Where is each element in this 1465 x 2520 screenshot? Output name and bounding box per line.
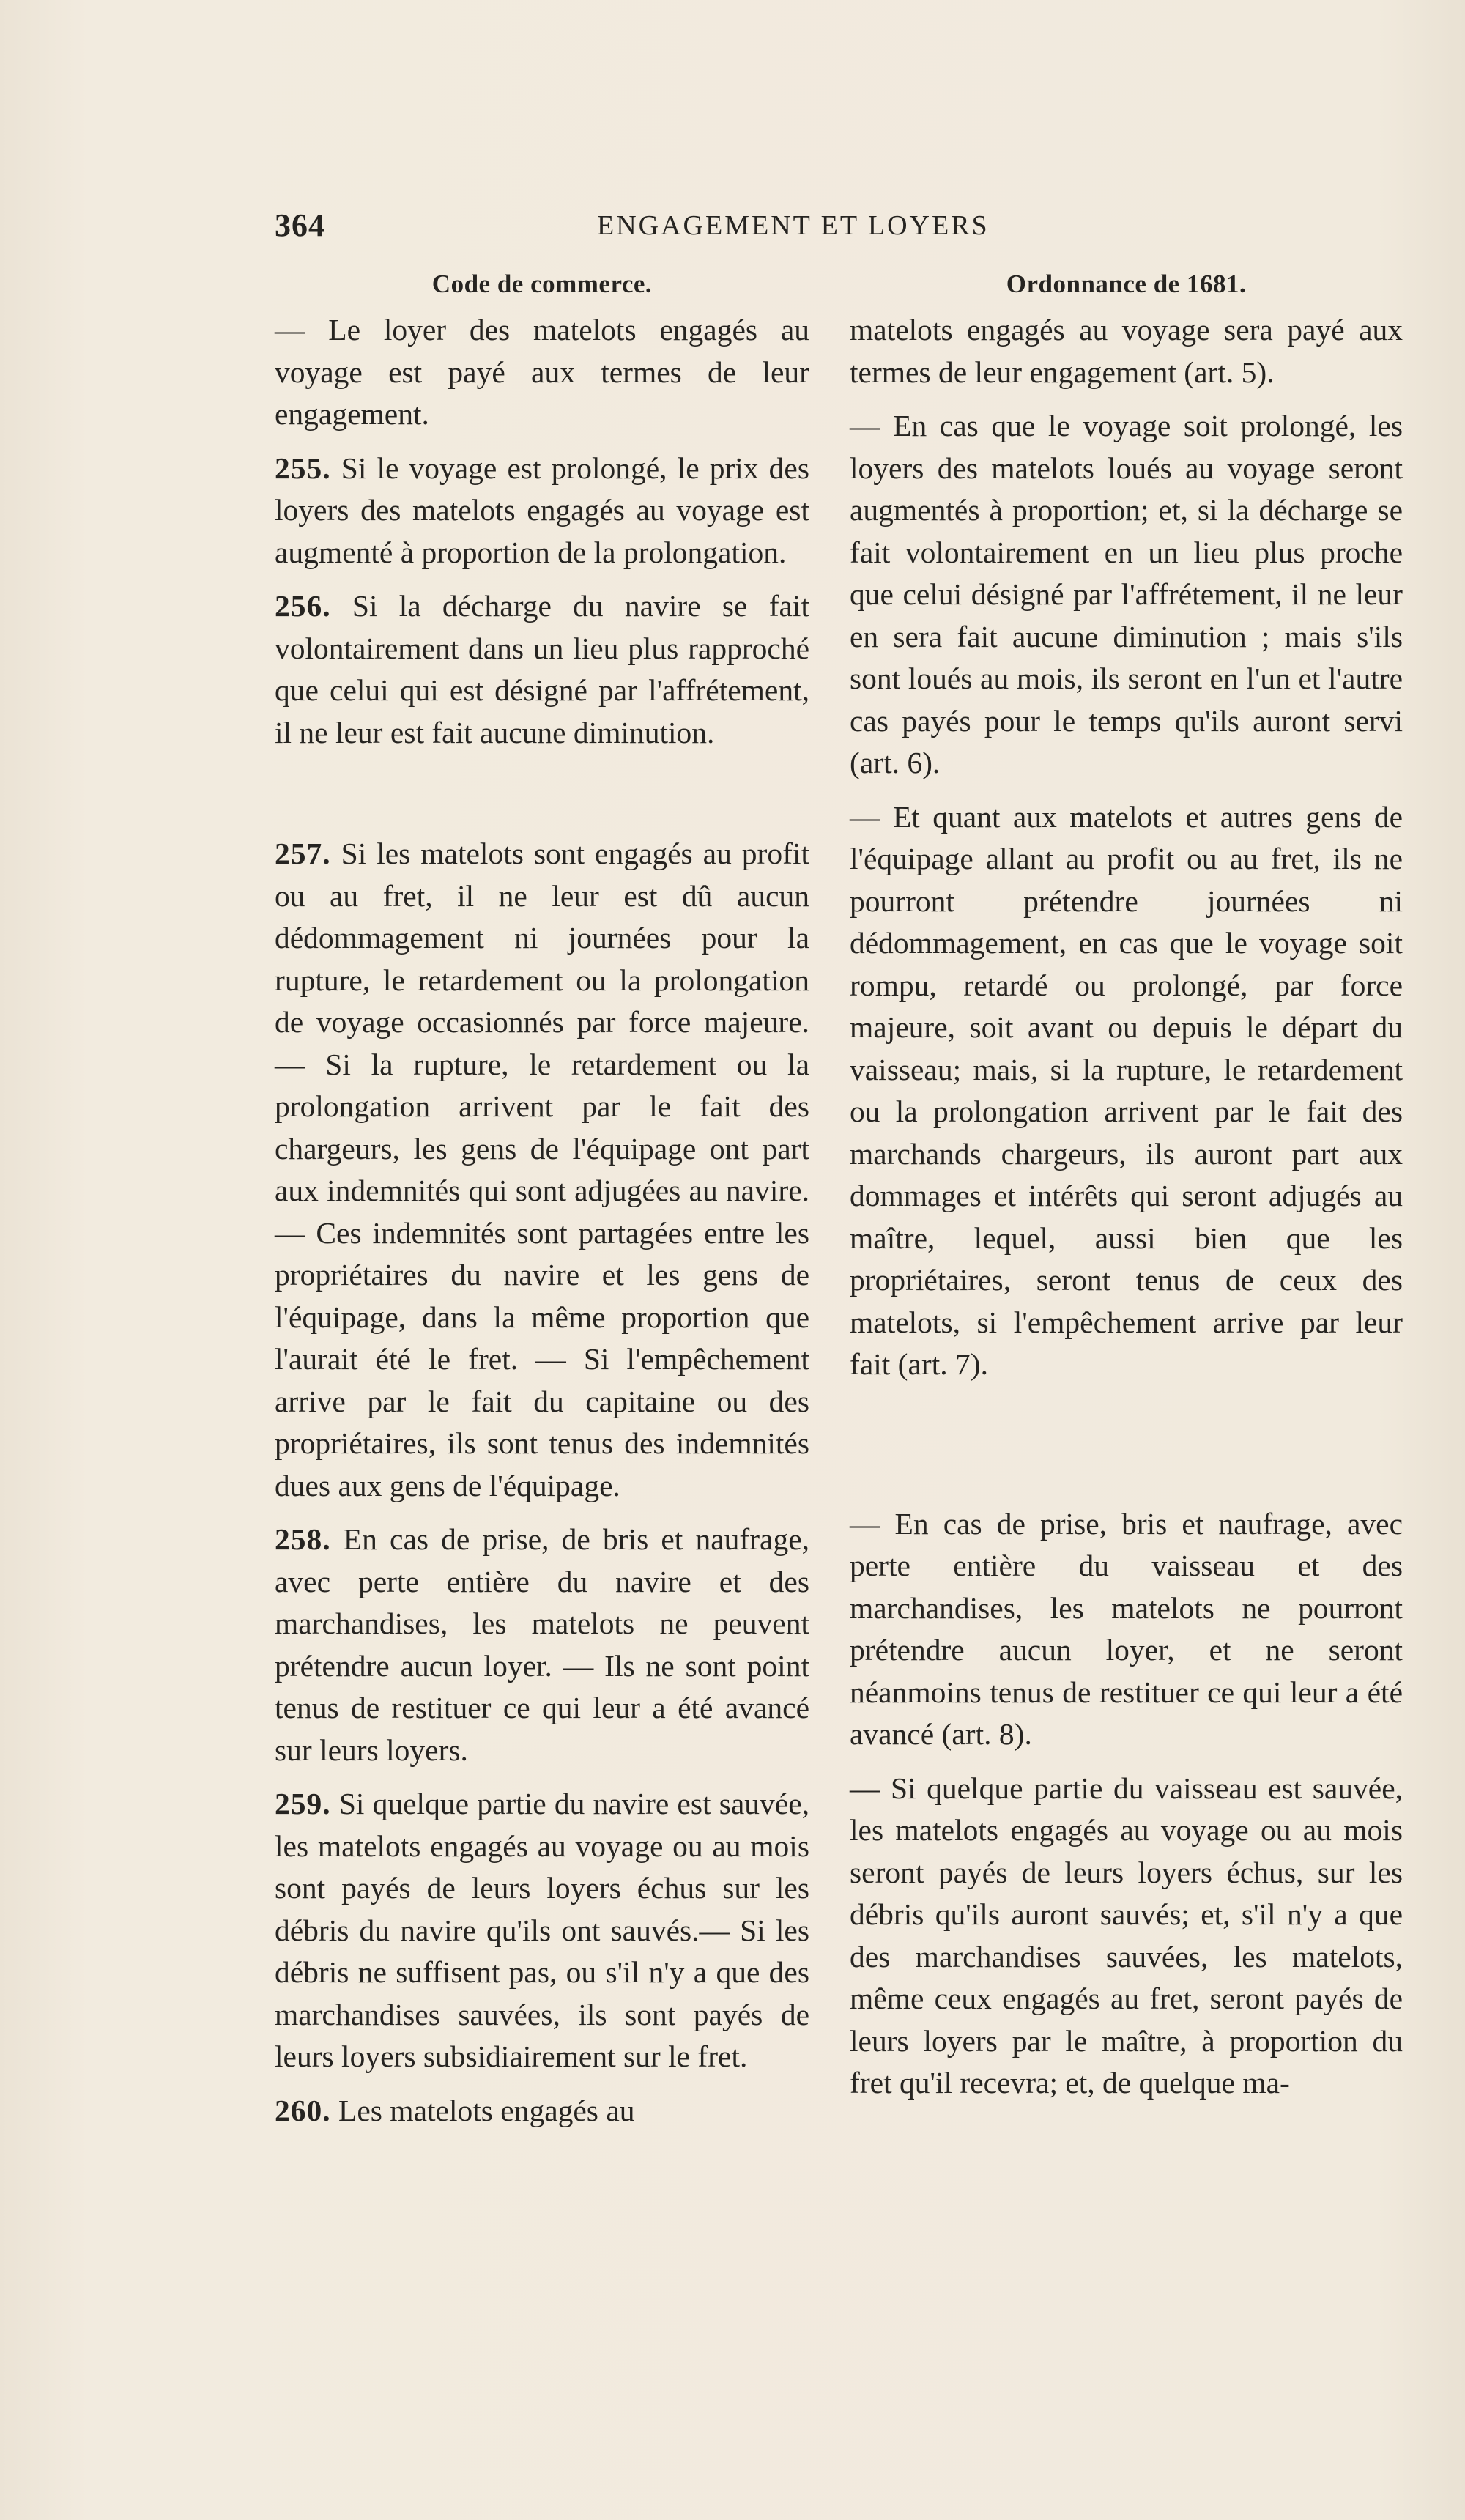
left-column-code-de-commerce <box>275 270 809 2132</box>
article-257-number: 257. <box>275 837 331 870</box>
article-255-number: 255. <box>275 451 331 485</box>
running-head <box>275 207 1447 243</box>
article-255-text: Si le voyage est prolongé, le prix des loyers des matelots engagés au voyage est augmenté à proportion de la prolongation. <box>275 451 809 569</box>
right-paragraph-2: — En cas que le voyage soit prolongé, les loyers des matelots loués au voyage seront augmentés à proportion; et, si la décharge se fait volontairement en un lieu plus proche que celui désigné par l'affrétement, il ne leur en sera fait aucune diminution ; mais s'ils sont loués au mois, ils seront en l'un et l'autre cas payés pour le temps qu'ils auront servi (art. 6). <box>850 409 1403 779</box>
running-title: ENGAGEMENT ET LOYERS <box>597 210 990 241</box>
article-258 <box>275 1519 809 1771</box>
article-260-text: Les matelots engagés au <box>338 2093 635 2127</box>
article-257 <box>275 833 809 1507</box>
article-260 <box>275 2090 809 2132</box>
right-paragraph-4: — En cas de prise, bris et naufrage, avec perte entière du vaisseau et des marchandises, les matelots ne pourront prétendre aucun loyer, et ne seront néanmoins tenus de restituer ce qui leur a été avancé (art. 8). <box>850 1506 1403 1751</box>
article-257-text: Si les matelots sont engagés au profit ou au fret, il ne leur est dû aucun dédommagement ni journées pour la rupture, le retardement ou la prolongation de voyage occasionnés par force majeure. — Si la rupture, le retardement ou la prolongation arrivent par le fait des chargeurs, les gens de l'équipage ont part aux indemnités qui sont adjugées au navire. — Ces indemnités sont partagées entre les propriétaires du navire et les gens de l'équipage, dans la même proportion que l'aurait été le fret. — Si l'empêchement arrive par le fait du capitaine ou des propriétaires, ils sont tenus des indemnités dues aux gens de l'équipage. <box>275 837 810 1502</box>
article-259-number: 259. <box>275 1787 331 1820</box>
article-258-text: En cas de prise, de bris et naufrage, avec perte entière du navire et des marchandises, les matelots ne peuvent prétendre aucun loyer. — Ils ne sont point tenus de restituer ce qui leur a été avancé sur leurs loyers. <box>275 1522 810 1767</box>
article-256-number: 256. <box>275 589 331 623</box>
right-paragraph-1: matelots engagés au voyage sera payé aux termes de leur engagement (art. 5). <box>850 313 1403 389</box>
right-paragraph-3: — Et quant aux matelots et autres gens de l'équipage allant au profit ou au fret, ils ne pourront prétendre journées ni dédommagement, en cas que le voyage soit rompu, retardé ou prolongé, par force majeure, soit avant ou depuis le départ du vaisseau; mais, si la rupture, le retardement ou la prolongation arrivent par le fait des marchands chargeurs, ils auront part aux dommages et intérêts qui seront adjugés au maître, lequel, aussi bien que les propriétaires, seront tenus de ceux des matelots, si l'empêchement arrive par leur fait (art. 7). <box>850 799 1403 1381</box>
article-256-text: Si la décharge du navire se fait volontairement dans un lieu plus rapproché que celui qui est désigné par l'affrétement, il ne leur est fait aucune diminution. <box>275 589 809 749</box>
article-259 <box>275 1783 809 2078</box>
right-column-ordonnance-1681 <box>850 270 1403 2105</box>
article-259-text: Si quelque partie du navire est sauvée, les matelots engagés au voyage ou au mois sont payés de leurs loyers échus sur les débris du navire qu'ils ont sauvés.— Si les débris ne suffisent pas, ou s'il n'y a que des marchandises sauvées, ils sont payés de leurs loyers subsidiairement sur le fret. <box>275 1787 810 2073</box>
article-258-number: 258. <box>275 1522 331 1556</box>
article-256 <box>275 585 809 754</box>
left-column-heading: Code de commerce. <box>431 270 653 298</box>
article-260-number: 260. <box>275 2093 331 2127</box>
right-column-heading: Ordonnance de 1681. <box>1006 270 1247 298</box>
right-paragraph-5: — Si quelque partie du vaisseau est sauvée, les matelots engagés au voyage ou au mois seront payés de leurs loyers échus, sur les débris qu'ils auront sauvés; et, s'il n'y a que des marchandises sauvées, les matelots, même ceux engagés au fret, seront payés de leurs loyers par le maître, à proportion du fret qu'il recevra; et, de quelque ma- <box>850 1771 1403 2100</box>
left-paragraph-intro: — Le loyer des matelots engagés au voyage est payé aux termes de leur engagement. <box>275 313 809 431</box>
page-number: 364 <box>275 207 325 243</box>
article-255 <box>275 448 809 574</box>
